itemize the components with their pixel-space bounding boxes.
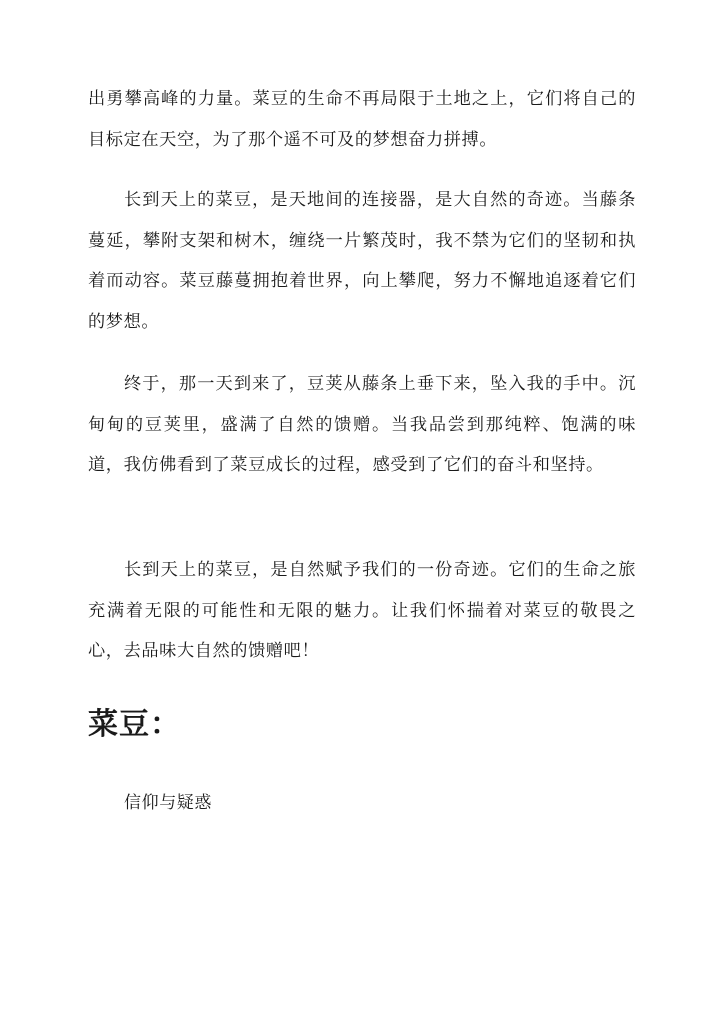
section-heading: 菜豆：: [88, 707, 181, 742]
paragraph-3: 终于，那一天到来了，豆荚从藤条上垂下来，坠入我的手中。沉甸甸的豆荚里，盛满了自然的馈赠。当我品尝到那纯粹、饱满的味道，我仿佛看到了菜豆成长的过程，感受到了它们的奋斗和坚持。: [88, 374, 636, 475]
section-subtitle: 信仰与疑惑: [124, 793, 212, 813]
paragraph-2: 长到天上的菜豆，是天地间的连接器，是大自然的奇迹。当藤条蔓延，攀附支架和树木，缠绕一片繁茂时，我不禁为它们的坚韧和执着而动容。菜豆藤蔓拥抱着世界，向上攀爬，努力不懈地追逐着它们的梦想。: [88, 190, 636, 332]
paragraph-1: 出勇攀高峰的力量。菜豆的生命不再局限于土地之上，它们将自己的目标定在天空，为了那个遥不可及的梦想奋力拼搏。: [88, 89, 636, 150]
paragraph-4: 长到天上的菜豆，是自然赋予我们的一份奇迹。它们的生命之旅充满着无限的可能性和无限的魅力。让我们怀揣着对菜豆的敬畏之心，去品味大自然的馈赠吧！: [88, 560, 636, 661]
